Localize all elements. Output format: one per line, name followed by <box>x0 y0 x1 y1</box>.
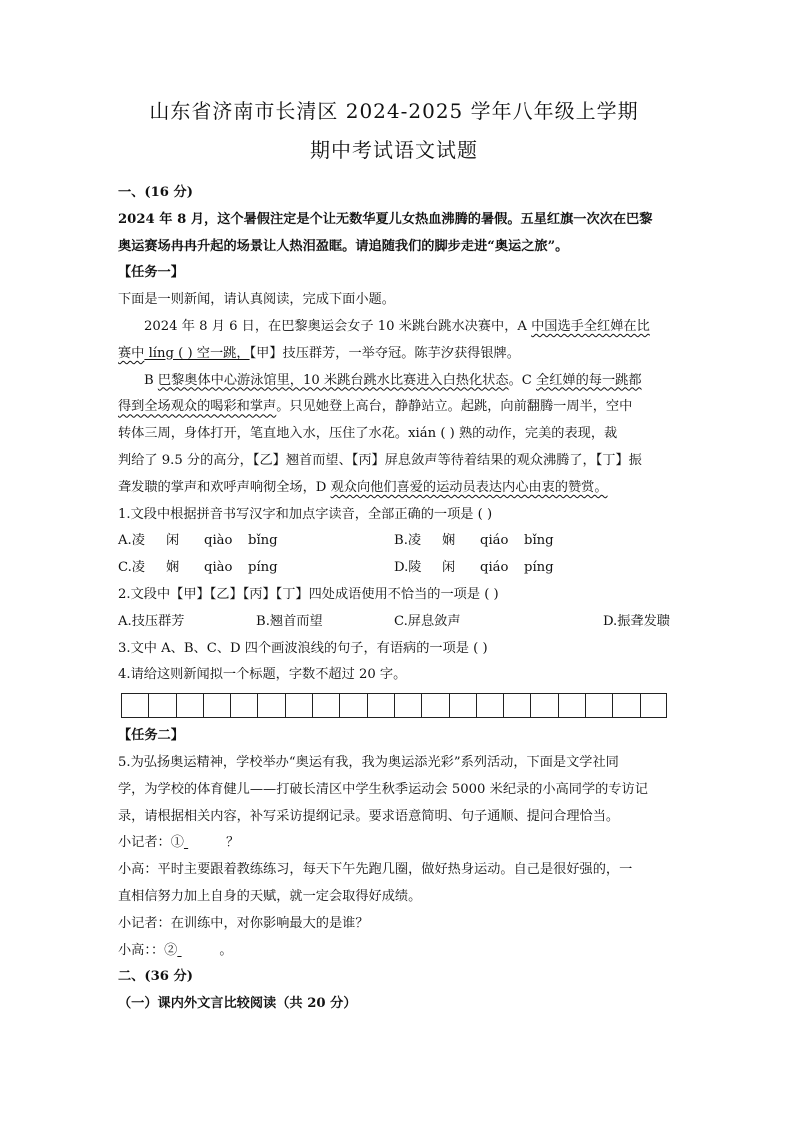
dialog-xiaogao-1b: 直相信努力加上自身的天赋，就一定会取得好成绩。 <box>118 888 422 904</box>
question-1-option-a[interactable] <box>118 528 394 555</box>
news-line-3 <box>118 368 670 395</box>
option-pinyin-2: bǐng <box>524 533 554 549</box>
option-label: B.凌 <box>394 533 422 549</box>
answer-blank-1[interactable] <box>184 830 226 857</box>
answer-cell[interactable] <box>476 693 503 718</box>
option-char: 闲 <box>166 533 180 549</box>
option-pinyin-1: qiào <box>204 533 233 549</box>
option-char: 闲 <box>442 560 456 576</box>
wavy-sentence-c: 全红婵的每一跳都 <box>536 372 642 388</box>
dialog-text: 小高：：② <box>118 942 178 958</box>
question-1-options-row-2 <box>118 555 670 582</box>
question-2-option-b[interactable]: B.翘首而望 <box>256 613 323 629</box>
exam-page <box>118 92 670 1018</box>
option-char: 娴 <box>166 560 180 576</box>
dialog-xiaogao-1a: 小高：平时主要跟着教练练习，每天下午先跑几圈，做好热身运动。自己是很好强的，一 <box>118 862 633 878</box>
answer-cell[interactable] <box>312 693 339 718</box>
question-4-stem: 4.请给这则新闻拟一个标题，字数不超过 20 字。 <box>118 667 407 683</box>
answer-blank-2[interactable] <box>177 938 219 965</box>
answer-cell[interactable] <box>449 693 476 718</box>
option-char: 娴 <box>442 533 456 549</box>
dialog-text: 小记者：① <box>118 835 184 851</box>
answer-cell[interactable] <box>203 693 230 718</box>
answer-cell[interactable] <box>503 693 530 718</box>
wavy-sentence-a: 中国选手全红婵在比 <box>531 318 650 334</box>
news-line-4 <box>118 394 670 421</box>
wavy-sentence-b: 巴黎奥体中心游泳馆里，10 米跳台跳水比赛进入白热化状态 <box>157 372 509 388</box>
question-2-stem: 2.文段中【甲】【乙】【丙】【丁】四处成语使用不恰当的一项是 ( ) <box>118 586 499 602</box>
question-2-option-c[interactable]: C.屏息敛声 <box>394 613 461 629</box>
dialog-reporter-2: 小记者：在训练中，对你影响最大的是谁？ <box>118 915 369 931</box>
news-line-5: 转体三周，身体打开，笔直地入水，压住了水花。xián ( ) 熟的动作，完美的表现，裁 <box>118 426 618 442</box>
dialog-text: 。 <box>219 942 233 958</box>
option-pinyin-1: qiào <box>204 560 233 576</box>
answer-cell[interactable] <box>148 693 175 718</box>
news-line-2 <box>118 341 670 368</box>
answer-cell[interactable] <box>530 693 557 718</box>
option-pinyin-1: qiáo <box>480 533 509 549</box>
section2-heading: 二、(36 分) <box>118 969 193 985</box>
answer-cell[interactable] <box>176 693 203 718</box>
question-1-option-c[interactable] <box>118 555 394 582</box>
question-1-option-b[interactable] <box>394 528 670 555</box>
answer-cell[interactable] <box>339 693 366 718</box>
news-text: B <box>144 372 158 388</box>
task2-heading: 【任务二】 <box>118 728 184 744</box>
answer-cell[interactable] <box>285 693 312 718</box>
news-line-6: 判给了 9.5 分的高分，【乙】翘首而望、【丙】屏息敛声等待着结果的观众沸腾了，【丁】振 <box>118 452 642 468</box>
answer-cell[interactable] <box>558 693 585 718</box>
answer-cell[interactable] <box>612 693 639 718</box>
answer-cell[interactable] <box>230 693 257 718</box>
news-text: 【甲】技压群芳，一举夺冠。陈芋汐获得银牌。 <box>249 345 520 361</box>
option-pinyin-2: bǐng <box>248 533 278 549</box>
question-1-stem: 1.文段中根据拼音书写汉字和加点字读音，全部正确的一项是 ( ) <box>118 506 493 522</box>
news-text: 。只见她登上高台，静静站立。起跳，向前翻腾一周半，空中 <box>276 399 633 415</box>
option-pinyin-2: píng <box>524 560 554 576</box>
exam-title-line2: 期中考试语文试题 <box>310 138 478 162</box>
answer-cell[interactable] <box>257 693 284 718</box>
section2-subheading: （一）课内外文言比较阅读（共 20 分） <box>118 996 357 1012</box>
option-label: A.凌 <box>118 533 145 549</box>
news-text: 聋发聩的掌声和欢呼声响彻全场，D <box>118 479 331 495</box>
question-1-options-row-1 <box>118 528 670 555</box>
question-3-stem: 3.文中 A、B、C、D 四个画波浪线的句子，有语病的一项是 ( ) <box>118 640 488 656</box>
dialog-xiaogao-2 <box>118 938 670 965</box>
question-1-option-d[interactable] <box>394 555 670 582</box>
wavy-sentence-c-end: 得到全场观众的喝彩和掌声 <box>118 399 277 415</box>
title-answer-grid[interactable] <box>121 693 670 718</box>
wavy-sentence-a-end: 赛中 <box>118 345 145 361</box>
question-2-options <box>118 609 670 636</box>
task1-heading: 【任务一】 <box>118 265 184 281</box>
dialog-reporter-1 <box>118 830 670 857</box>
pinyin-blank-ling: líng ( ) 空一跳， <box>144 345 250 361</box>
answer-cell[interactable] <box>640 693 667 718</box>
section1-heading: 一、(16 分) <box>118 185 193 200</box>
question-5-line-3: 录，请根据相关内容，补写采访提纲记录。要求语意简明、句子通顺、提问合理恰当。 <box>118 808 620 824</box>
option-label: C.凌 <box>118 560 145 576</box>
answer-cell[interactable] <box>367 693 394 718</box>
news-text: 。C <box>508 372 537 388</box>
task1-instruction: 下面是一则新闻，请认真阅读，完成下面小题。 <box>118 292 395 308</box>
answer-cell[interactable] <box>121 693 148 718</box>
answer-cell[interactable] <box>394 693 421 718</box>
question-2-option-d[interactable]: D.振聋发聩 <box>602 613 670 629</box>
news-text: 2024 年 8 月 6 日，在巴黎奥运会女子 10 米跳台跳水决赛中，A <box>144 318 532 334</box>
question-5-line-1: 5.为弘扬奥运精神，学校举办“奥运有我，我为奥运添光彩”系列活动，下面是文学社同 <box>118 754 619 770</box>
option-pinyin-1: qiáo <box>480 560 509 576</box>
news-line-7 <box>118 475 670 502</box>
question-5-line-2: 学，为学校的体育健儿——打破长清区中学生秋季运动会 5000 米纪录的小高同学的专访记 <box>118 781 648 797</box>
intro-line-1: 2024 年 8 月，这个暑假注定是个让无数华夏儿女热血沸腾的暑假。五星红旗一次次在巴黎 <box>118 211 653 227</box>
answer-cell[interactable] <box>585 693 612 718</box>
option-label: D.陵 <box>394 560 422 576</box>
wavy-sentence-d: 观众向他们喜爱的运动员表达内心由衷的赞赏。 <box>330 479 608 495</box>
question-2-option-a[interactable]: A.技压群芳 <box>118 613 185 629</box>
news-line-1 <box>118 314 670 341</box>
dialog-text: ？ <box>225 835 240 851</box>
answer-cell[interactable] <box>421 693 448 718</box>
intro-line-2: 奥运赛场冉冉升起的场景让人热泪盈眶。请追随我们的脚步走进“奥运之旅”。 <box>118 238 569 254</box>
exam-title-line1: 山东省济南市长清区 2024-2025 学年八年级上学期 <box>149 99 639 123</box>
option-pinyin-2: píng <box>248 560 278 576</box>
